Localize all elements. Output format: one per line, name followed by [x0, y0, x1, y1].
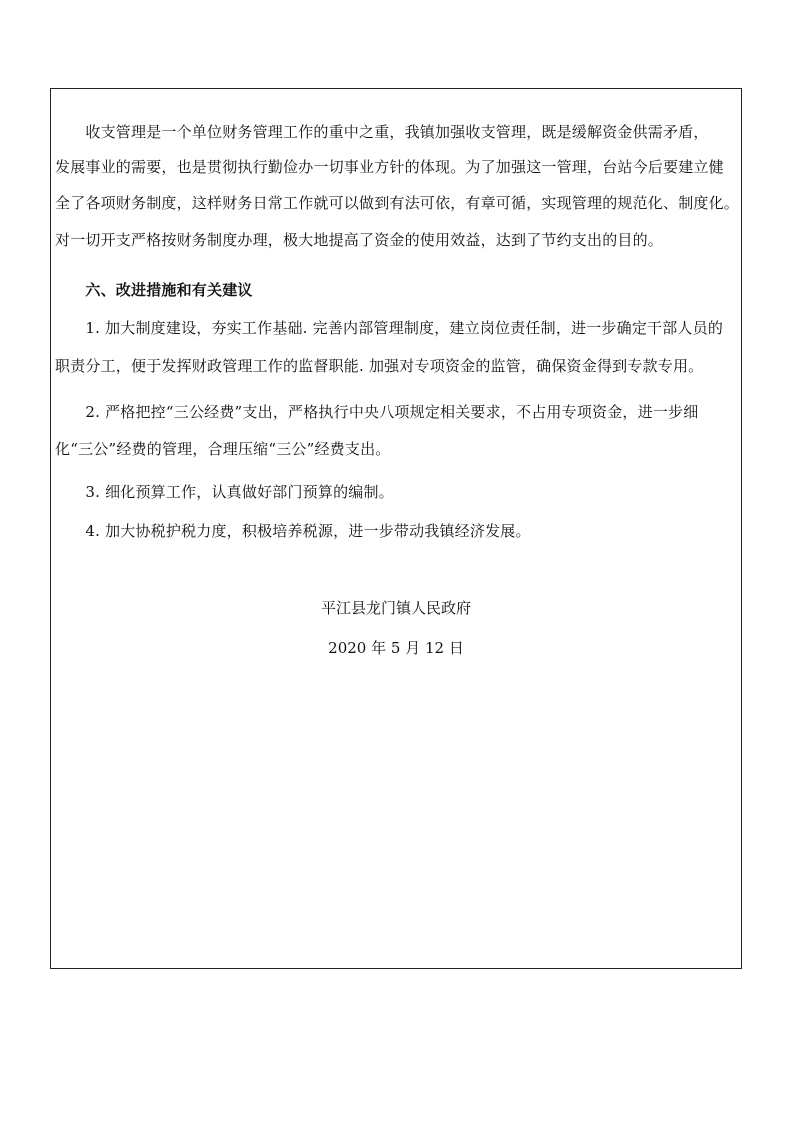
paragraph-line: 全了各项财务制度，这样财务日常工作就可以做到有法可依，有章可循，实现管理的规范化、制度化。 — [55, 194, 740, 212]
signature-organization: 平江县龙门镇人民政府 — [320, 599, 471, 617]
paragraph-line: 发展事业的需要，也是贯彻执行勤俭办一切事业方针的体现。为了加强这一管理，台站今后要建立健 — [55, 158, 724, 176]
list-item-line: 1. 加大制度建设，夯实工作基础. 完善内部管理制度，建立岗位责任制，进一步确定干部人员的 — [55, 319, 724, 337]
paragraph-line: 收支管理是一个单位财务管理工作的重中之重，我镇加强收支管理，既是缓解资金供需矛盾， — [55, 123, 709, 141]
section-heading: 六、改进措施和有关建议 — [55, 281, 253, 299]
list-item-line: 2. 严格把控“三公经费”支出，严格执行中央八项规定相关要求，不占用专项资金，进一步细 — [55, 403, 699, 421]
list-item-line: 3. 细化预算工作，认真做好部门预算的编制。 — [55, 483, 394, 501]
paragraph-line: 对一切开支严格按财务制度办理，极大地提高了资金的使用效益，达到了节约支出的目的。 — [55, 231, 664, 249]
signature-date: 2020 年 5 月 12 日 — [328, 639, 464, 657]
list-item-line: 化“三公”经费的管理，合理压缩“三公”经费支出。 — [55, 440, 391, 458]
list-item-line: 职责分工，便于发挥财政管理工作的监督职能. 加强对专项资金的监管，确保资金得到专款专用。 — [55, 357, 704, 375]
list-item-line: 4. 加大协税护税力度，积极培养税源，进一步带动我镇经济发展。 — [55, 522, 531, 540]
